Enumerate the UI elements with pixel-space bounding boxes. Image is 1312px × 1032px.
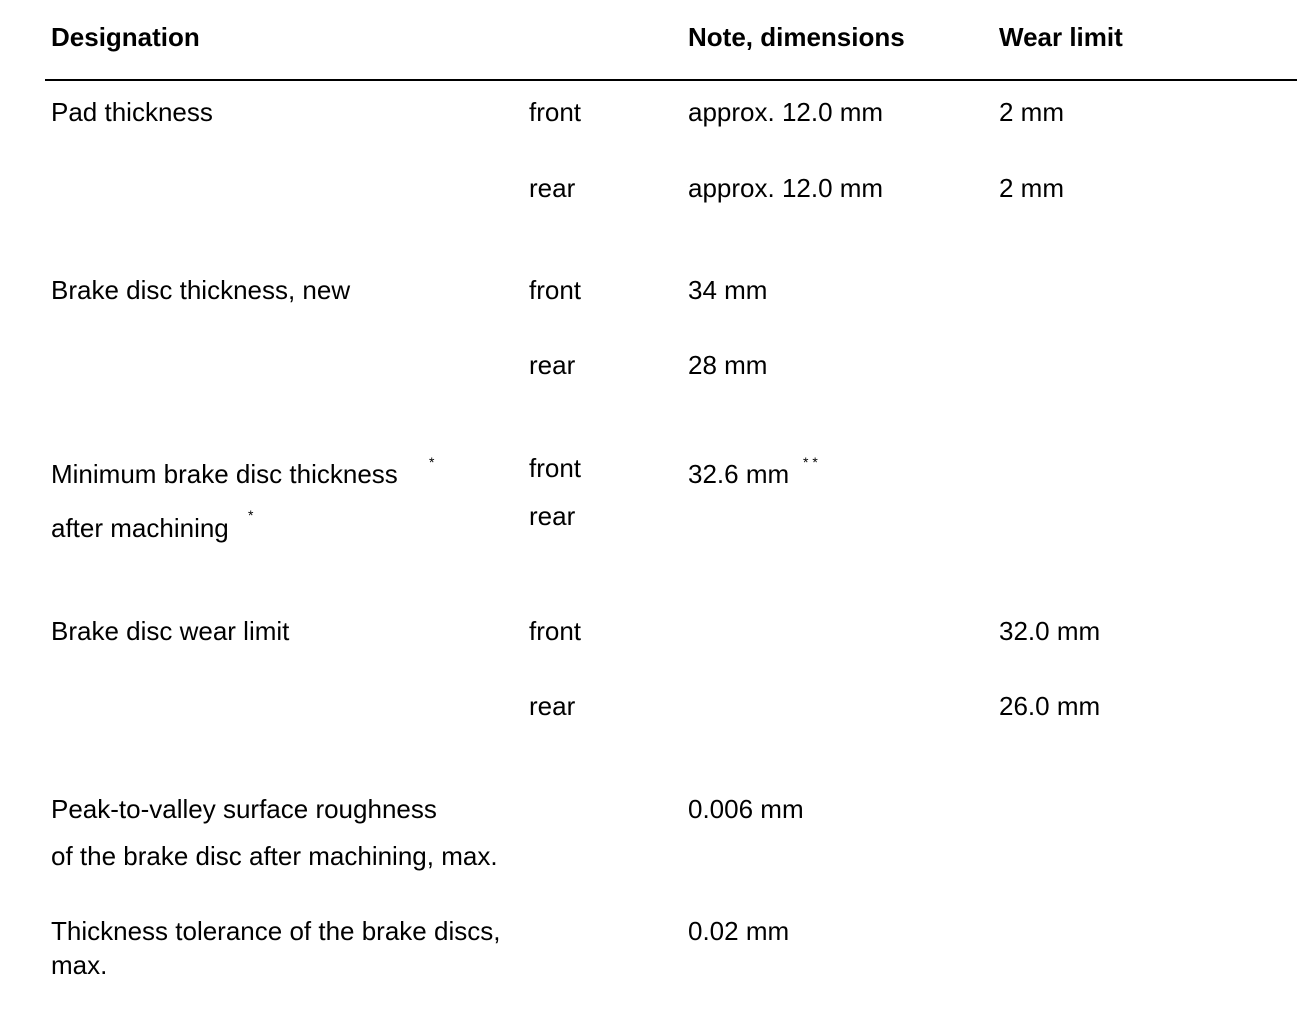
header-divider — [45, 79, 1297, 81]
header-designation: Designation — [51, 22, 200, 52]
roughness-label-line1: Peak-to-valley surface roughness — [51, 794, 437, 824]
disc-new-front-note: 34 mm — [688, 275, 768, 305]
pad-thickness-front-wear: 2 mm — [999, 97, 1064, 127]
tolerance-label-line2: max. — [51, 950, 108, 980]
min-disc-front-note: 32.6 mm — [688, 459, 790, 489]
roughness-label-line2: of the brake disc after machining, max. — [51, 841, 498, 871]
pad-thickness-label: Pad thickness — [51, 97, 213, 127]
header-note-dimensions: Note, dimensions — [688, 22, 905, 52]
min-disc-label-line1: Minimum brake disc thickness — [51, 459, 398, 489]
disc-new-front-position: front — [529, 275, 582, 305]
disc-wear-front-position: front — [529, 616, 582, 646]
min-disc-rear-position: rear — [529, 501, 576, 531]
min-disc-note-footnote-marks: * * — [803, 454, 818, 470]
min-disc-front-position: front — [529, 453, 582, 483]
disc-wear-front-limit: 32.0 mm — [999, 616, 1101, 646]
tolerance-label-line1: Thickness tolerance of the brake discs, — [51, 916, 501, 946]
pad-thickness-rear-position: rear — [529, 173, 576, 203]
disc-wear-label: Brake disc wear limit — [51, 616, 290, 646]
tolerance-note: 0.02 mm — [688, 916, 790, 946]
min-disc-footnote-mark-2: * — [248, 507, 254, 523]
pad-thickness-rear-note: approx. 12.0 mm — [688, 173, 884, 203]
pad-thickness-rear-wear: 2 mm — [999, 173, 1064, 203]
roughness-note: 0.006 mm — [688, 794, 804, 824]
disc-wear-rear-limit: 26.0 mm — [999, 691, 1101, 721]
header-wear-limit: Wear limit — [999, 22, 1123, 52]
min-disc-footnote-mark: * — [429, 454, 435, 470]
disc-new-rear-position: rear — [529, 350, 576, 380]
pad-thickness-front-note: approx. 12.0 mm — [688, 97, 884, 127]
pad-thickness-front-position: front — [529, 97, 582, 127]
disc-wear-rear-position: rear — [529, 691, 576, 721]
disc-new-rear-note: 28 mm — [688, 350, 768, 380]
disc-new-label: Brake disc thickness, new — [51, 275, 351, 305]
min-disc-label-line2: after machining — [51, 513, 229, 543]
